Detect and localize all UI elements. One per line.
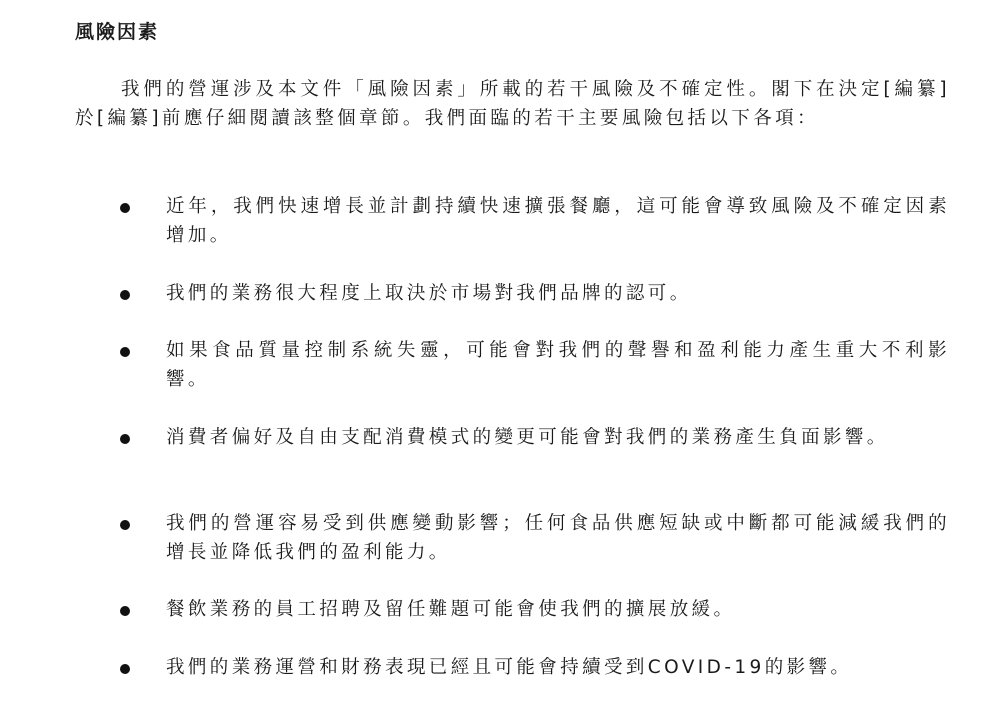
bullet-icon bbox=[120, 606, 130, 616]
risk-text: 我們的業務很大程度上取決於市場對我們品牌的認可。 bbox=[166, 283, 692, 304]
bullet-icon bbox=[120, 434, 130, 444]
bullet-icon bbox=[120, 203, 130, 213]
risk-text: 我們的營運容易受到供應變動影響；任何食品供應短缺或中斷都可能減緩我們的增長並降低我們的盈利能力。 bbox=[166, 513, 950, 563]
risk-text: 我們的業務運營和財務表現已經且可能會持續受到COVID-19的影響。 bbox=[166, 657, 853, 678]
bullet-icon bbox=[120, 664, 130, 674]
risk-text: 近年，我們快速增長並計劃持續快速擴張餐廳，這可能會導致風險及不確定因素增加。 bbox=[166, 196, 950, 246]
risk-text: 如果食品質量控制系統失靈，可能會對我們的聲譽和盈利能力產生重大不利影響。 bbox=[166, 340, 950, 390]
bullet-icon bbox=[120, 290, 130, 300]
risk-text: 餐飲業務的員工招聘及留任難題可能會使我們的擴展放緩。 bbox=[166, 599, 736, 620]
risk-text: 消費者偏好及自由支配消費模式的變更可能會對我們的業務產生負面影響。 bbox=[166, 427, 889, 448]
bullet-icon bbox=[120, 347, 130, 357]
section-title: 風險因素 bbox=[75, 21, 160, 43]
bullet-icon bbox=[120, 520, 130, 530]
intro-paragraph: 我們的營運涉及本文件「風險因素」所載的若干風險及不確定性。閣下在決定[編纂]於[編纂]前應仔細閱讀該整個章節。我們面臨的若干主要風險包括以下各項： bbox=[75, 79, 950, 129]
